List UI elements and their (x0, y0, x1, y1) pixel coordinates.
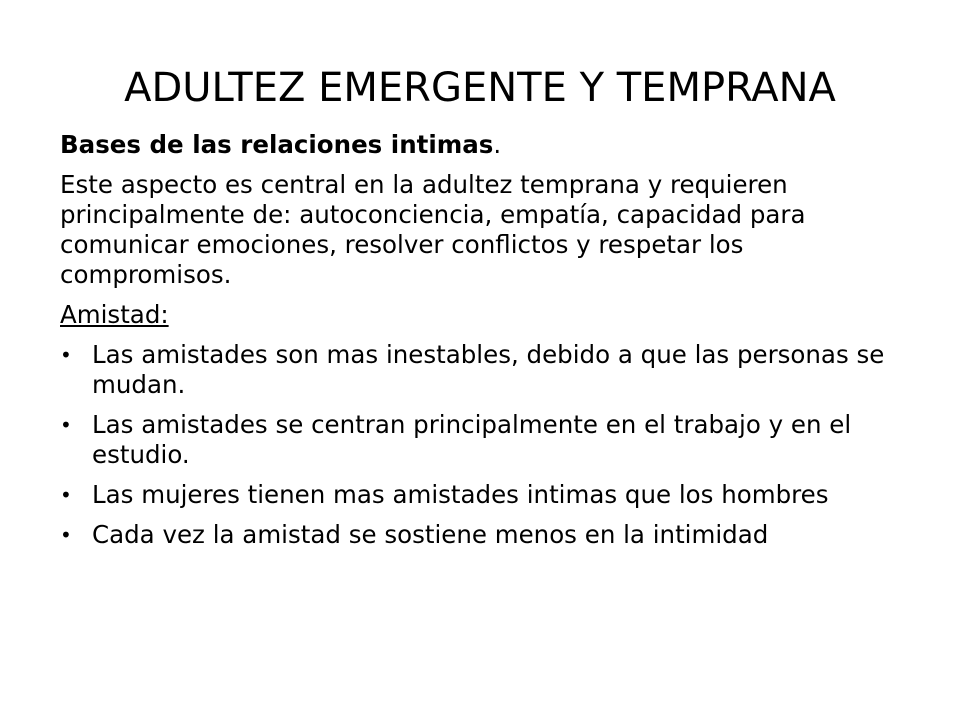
bullet-item (60, 480, 920, 510)
subsection-label-line (60, 300, 920, 330)
bullet-text: Cada vez la amistad se sostiene menos en la intimidad (92, 520, 769, 549)
subsection-label: Amistad: (60, 300, 169, 329)
bullet-icon: • (60, 523, 72, 547)
section-heading: Bases de las relaciones intimas (60, 130, 494, 159)
bullet-list (60, 340, 920, 550)
bullet-text: Las amistades se centran principalmente en el trabajo y en el estudio. (92, 410, 852, 469)
slide-title: ADULTEZ EMERGENTE Y TEMPRANA (124, 65, 836, 111)
bullet-icon: • (60, 483, 72, 507)
bullet-icon: • (60, 413, 72, 437)
slide-content (60, 130, 920, 560)
section-heading-period: . (493, 130, 502, 159)
bullet-item (60, 340, 920, 400)
bullet-item (60, 520, 920, 550)
bullet-text: Las mujeres tienen mas amistades intimas que los hombres (92, 480, 829, 509)
intro-paragraph: Este aspecto es central en la adultez temprana y requieren principalmente de: autoconciencia, empatía, capacidad para comunicar emociones, resolver conflictos y respetar los compromisos. (60, 170, 806, 289)
bullet-item (60, 410, 920, 470)
bullet-icon: • (60, 343, 72, 367)
bullet-text: Las amistades son mas inestables, debido a que las personas se mudan. (92, 340, 885, 399)
section-heading-line (60, 130, 920, 160)
